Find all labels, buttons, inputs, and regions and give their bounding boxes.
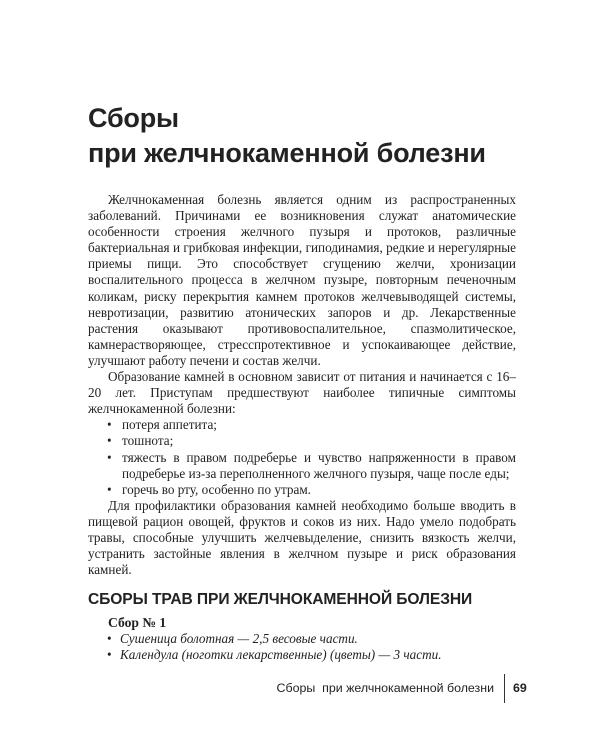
chapter-title-line-2: при желчнокаменной болезни bbox=[88, 138, 486, 168]
page-number: 69 bbox=[513, 681, 527, 695]
recipe-1 bbox=[88, 615, 516, 663]
intro-paragraph-3: Для профилактики образования камней необходимо больше вводить в пищевой рацион овощей, фруктов и соков из них. Надо умело подобрать травы, способные улучшить желчевыделение, снизить вязкость желчи, устранить застойные явления в желчном пузыре и риск образования камней. bbox=[88, 497, 516, 578]
chapter-title-line-1: Сборы bbox=[88, 103, 179, 133]
bullet-icon: • bbox=[107, 647, 112, 663]
intro-text bbox=[88, 192, 516, 578]
symptom-text: горечь во рту, особенно по утрам. bbox=[122, 481, 311, 497]
symptom-list bbox=[88, 417, 516, 497]
symptom-item bbox=[88, 450, 516, 482]
recipe-ingredient-list bbox=[88, 631, 516, 663]
intro-paragraph-2: Образование камней в основном зависит от питания и начинается с 16–20 лет. Приступам предшествуют наиболее типичные симптомы желчнокаменной болезни: bbox=[88, 369, 516, 417]
symptom-text: тошнота; bbox=[122, 433, 174, 449]
symptom-item bbox=[88, 433, 516, 449]
bullet-icon: • bbox=[107, 481, 112, 497]
recipe-ingredient-text: Календула (ноготки лекарственные) (цветы) — 3 части. bbox=[120, 647, 442, 663]
bullet-icon: • bbox=[107, 417, 112, 433]
recipe-ingredient-text: Сушеница болотная — 2,5 весовые части. bbox=[120, 631, 358, 647]
symptom-text: тяжесть в правом подреберье и чувство напряженности в правом подреберье из-за переполненного желчного пузыря, чаще после еды; bbox=[122, 449, 516, 481]
recipe-title: Сбор № 1 bbox=[108, 615, 167, 630]
bullet-icon: • bbox=[107, 433, 112, 449]
chapter-title bbox=[88, 101, 558, 171]
symptom-item bbox=[88, 417, 516, 433]
footer-divider bbox=[504, 674, 505, 703]
section-title: СБОРЫ ТРАВ ПРИ ЖЕЛЧНОКАМЕННОЙ БОЛЕЗНИ bbox=[88, 591, 473, 608]
running-footer: Сборы при желчнокаменной болезни bbox=[276, 681, 494, 695]
symptom-text: потеря аппетита; bbox=[122, 417, 217, 433]
bullet-icon: • bbox=[107, 449, 112, 465]
bullet-icon: • bbox=[107, 631, 112, 647]
recipe-ingredient bbox=[88, 631, 516, 647]
intro-paragraph-1: Желчнокаменная болезнь является одним из распространенных заболеваний. Причинами ее возникновения служат анатомические особенности строения желчного пузыря и протоков, различные бактериальная и грибковая инфекции, гиподинамия, редкие и нерегулярные приемы пищи. Это способствует сгущению желчи, хронизации воспалительного процесса в желчном пузыре, повторным печеночным коликам, риску перекрытия камнем протоков желчевыводящей системы, невротизации, развитию атонических запоров и др. Лекарственные растения оказывают противовоспалительное, спазмолитическое, камнерастворяющее, стресспротективное и успокаивающее действие, улучшают работу печени и состав желчи. bbox=[88, 192, 516, 368]
recipe-ingredient bbox=[88, 647, 516, 663]
symptom-item bbox=[88, 482, 516, 498]
